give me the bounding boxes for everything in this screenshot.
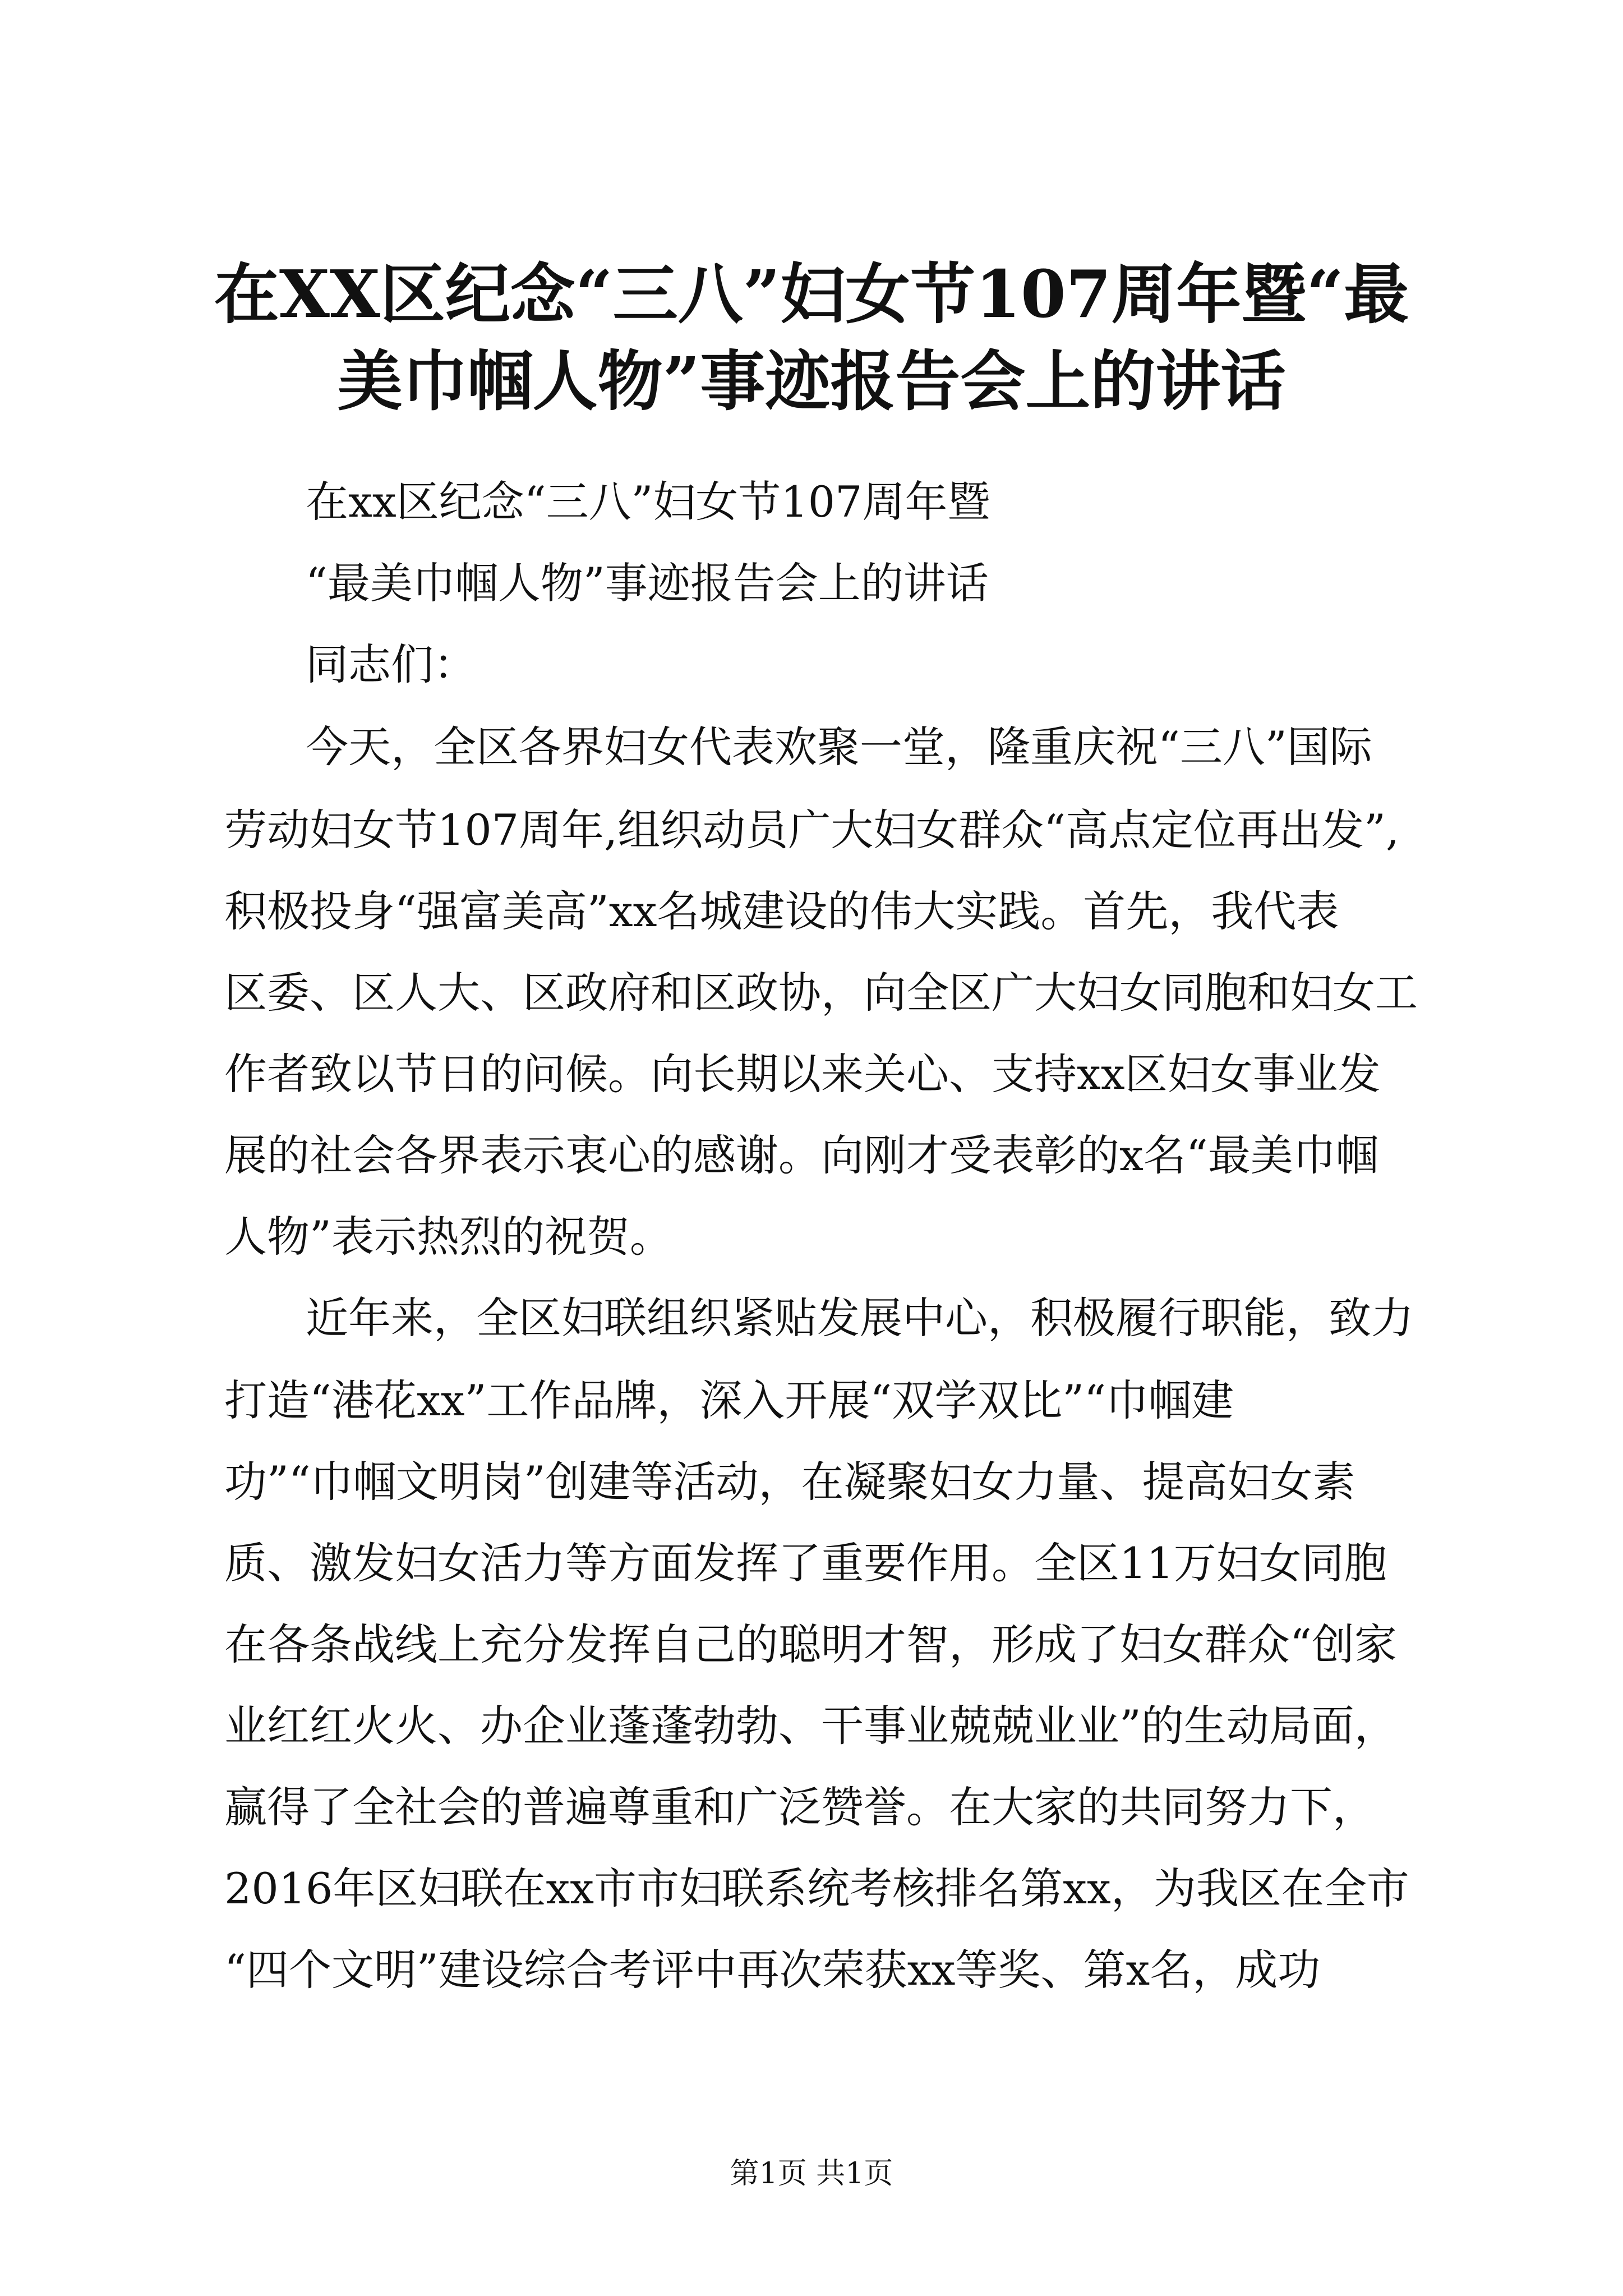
- paragraph-1-line: 积极投身“强富美高”xx名城建设的伟大实践。首先，我代表: [224, 886, 1339, 936]
- paragraph-1-line: 区委、区人大、区政府和区政协，向全区广大妇女同胞和妇女工: [224, 968, 1418, 1018]
- subtitle-line-2: “最美巾帼人物”事迹报告会上的讲话: [306, 558, 989, 608]
- paragraph-1-line: 劳动妇女节107周年,组织动员广大妇女群众“高点定位再出发”,: [224, 805, 1400, 855]
- paragraph-1-line: 今天，全区各界妇女代表欢聚一堂，隆重庆祝“三八”国际: [306, 722, 1372, 772]
- salutation: 同志们：: [306, 639, 476, 689]
- paragraph-2-line: “四个文明”建设综合考评中再次荣获xx等奖、第x名，成功: [224, 1945, 1321, 1995]
- paragraph-1-line: 作者致以节日的问候。向长期以来关心、支持xx区妇女事业发: [224, 1049, 1381, 1099]
- paragraph-2-line: 质、激发妇女活力等方面发挥了重要作用。全区11万妇女同胞: [224, 1538, 1387, 1588]
- paragraph-2-line: 近年来，全区妇联组织紧贴发展中心，积极履行职能，致力: [306, 1293, 1414, 1343]
- paragraph-2-line: 功”“巾帼文明岗”创建等活动，在凝聚妇女力量、提高妇女素: [224, 1457, 1355, 1507]
- paragraph-1-line: 人物”表示热烈的祝贺。: [224, 1212, 672, 1262]
- paragraph-2-line: 赢得了全社会的普遍尊重和广泛赞誉。在大家的共同努力下，: [224, 1782, 1375, 1832]
- subtitle-line-1: 在xx区纪念“三八”妇女节107周年暨: [306, 477, 990, 527]
- page-footer: 第1页 共1页: [730, 2157, 893, 2191]
- paragraph-2-line: 2016年区妇联在xx市市妇联系统考核排名第xx，为我区在全市: [224, 1864, 1409, 1913]
- paragraph-2-line: 在各条战线上充分发挥自己的聪明才智，形成了妇女群众“创家: [224, 1619, 1397, 1669]
- document-title-line-1: 在XX区纪念“三八”妇女节107周年暨“最: [214, 256, 1409, 333]
- paragraph-2-line: 业红红火火、办企业蓬蓬勃勃、干事业兢兢业业”的生动局面，: [224, 1701, 1397, 1751]
- document-title-line-2: 美巾帼人物”事迹报告会上的讲话: [337, 343, 1286, 420]
- paragraph-1-line: 展的社会各界表示衷心的感谢。向刚才受表彰的x名“最美巾帼: [224, 1130, 1378, 1180]
- paragraph-2-line: 打造“港花xx”工作品牌，深入开展“双学双比”“巾帼建: [224, 1375, 1234, 1425]
